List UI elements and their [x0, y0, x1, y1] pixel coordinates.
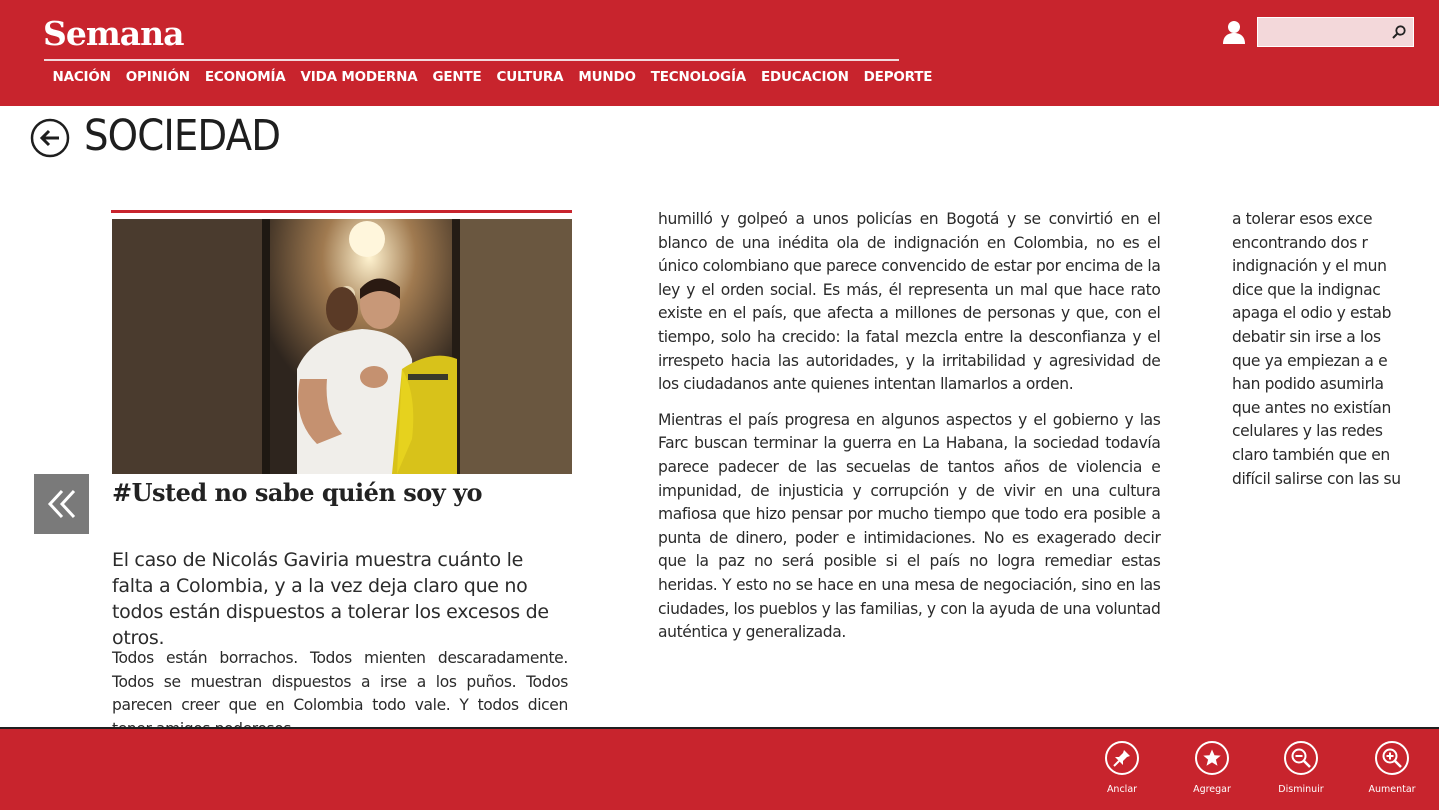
article-line: han podido asumirla [1232, 374, 1384, 394]
article-line: que ya empiezan a e [1232, 350, 1388, 370]
article-line: que antes no existían [1232, 397, 1391, 417]
previous-article-button[interactable] [34, 474, 89, 534]
zoom-in-button[interactable] [1357, 741, 1427, 795]
article-lead: El caso de Nicolás Gaviria muestra cuánto le falta a Colombia, y a la vez deja claro que no todos están dispuestos a tolerar los excesos de otros. [112, 549, 549, 649]
article-column-1 [112, 646, 568, 726]
nav-item-nacion[interactable]: NACIÓN [52, 69, 111, 85]
nav-item-gente[interactable]: GENTE [432, 69, 482, 85]
article-line: celulares y las redes [1232, 421, 1383, 441]
add-favorite-button[interactable] [1177, 741, 1247, 795]
article-accent-rule [111, 210, 572, 213]
article-line: apaga el odio y estab [1232, 303, 1392, 323]
double-chevron-left-icon [45, 487, 79, 521]
search-icon[interactable] [1391, 24, 1407, 40]
semana-logo[interactable]: Semana [43, 14, 184, 53]
add-favorite-label: Agregar [1193, 784, 1231, 795]
article-line: debatir sin irse a los [1232, 326, 1381, 346]
nav-item-mundo[interactable]: MUNDO [578, 69, 636, 85]
article-photo [112, 219, 572, 474]
article-line: encontrando dos r [1232, 232, 1368, 252]
nav-item-educacion[interactable]: EDUCACION [761, 69, 849, 85]
article-paragraph: Todos están borrachos. Todos mienten descaradamente. Todos se muestran dispuestos a irse a los puños. Todos parecen creer que en Colombia todo vale. Y todos dicen [112, 648, 568, 715]
article-line: indignación y el mun [1232, 256, 1387, 276]
article-line: difícil salirse con las su [1232, 468, 1401, 488]
nav-item-deporte[interactable]: DEPORTE [863, 69, 933, 85]
nav-item-economia[interactable]: ECONOMÍA [204, 69, 286, 85]
article-line: claro también que en [1232, 444, 1390, 464]
top-header [0, 0, 1439, 106]
nav-item-tecnologia[interactable]: TECNOLOGÍA [650, 69, 747, 85]
search-input[interactable] [1258, 18, 1386, 46]
article-line: a tolerar esos exce [1232, 209, 1373, 228]
article-column-2 [658, 207, 1160, 729]
header-divider [44, 59, 899, 61]
star-icon [1202, 748, 1222, 768]
zoom-in-icon [1381, 747, 1403, 769]
article-paragraph: Mientras el país progresa en algunos aspectos y el gobierno y las Farc buscan terminar la guerra en La Habana, la sociedad todavía parece padecer de las secuelas de tantos años de violencia e impunidad, de injusticia y corrupción y de vivir en una cultura mafiosa que hizo pensar por mucho tiempo que todo era posible a punta de dinero, poder e intimidaciones. No es exagerado decir que la paz no será posible si el país no logra remediar estas heridas. Y esto no se hace en una mesa de negociación, sino en las ciudades, los pueblos y las familias, y con la ayuda de una voluntad auténtica y generalizada. [658, 409, 1161, 642]
zoom-out-icon [1290, 747, 1312, 769]
nav-item-vida-moderna[interactable]: VIDA MODERNA [300, 69, 418, 85]
zoom-in-label: Aumentar [1368, 784, 1416, 795]
pin-icon [1112, 748, 1132, 768]
pin-button[interactable] [1087, 741, 1157, 795]
user-icon[interactable] [1221, 19, 1247, 45]
zoom-out-label: Disminuir [1278, 784, 1324, 795]
back-arrow-icon[interactable] [30, 118, 70, 158]
section-nav [45, 69, 940, 85]
pin-label: Anclar [1106, 784, 1138, 795]
zoom-out-button[interactable] [1266, 741, 1336, 795]
page-title: SOCIEDAD [84, 111, 281, 161]
nav-item-cultura[interactable]: CULTURA [496, 69, 564, 85]
article-paragraph: humilló y golpeó a unos policías en Bogotá y se convirtió en el blanco de una inédita ola de indignación en Colombia, no es el único colombiano que parece convencido de estar por encima de la ley y el orden social. Es más, él representa un mal que hace rato existe en el país, que afecta a millones de personas y que, con el tiempo, solo ha crecido: la fatal mezcla entre la desconfianza y el irrespeto hacia las autoridades, y la irritabilidad y agresividad de los ciudadanos ante quienes intentan llamarlos a orden. [658, 209, 1161, 394]
article-headline: #Usted no sabe quién soy yo [112, 478, 483, 507]
article-column-3 [1232, 207, 1433, 502]
article-line: dice que la indignac [1232, 279, 1381, 299]
search-box [1257, 17, 1414, 47]
nav-item-opinion[interactable]: OPINIÓN [125, 69, 190, 85]
bottom-app-bar [0, 727, 1439, 810]
